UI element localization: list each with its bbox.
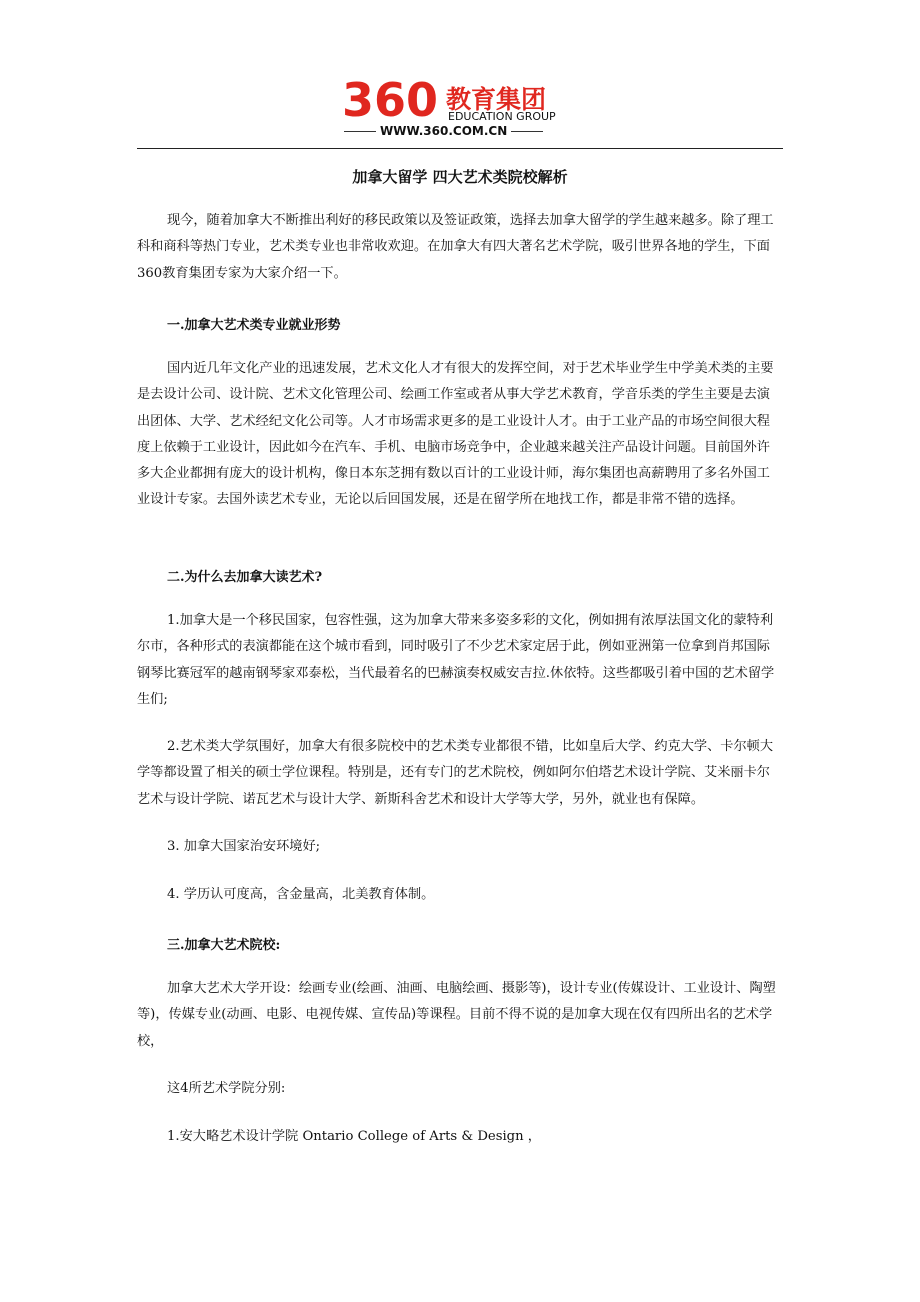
schools-intro: 这4所艺术学院分别: bbox=[167, 1081, 286, 1096]
logo-cn-text: 教育集团 bbox=[446, 85, 547, 114]
section-heading-employment: 一.加拿大艺术类专业就业形势 bbox=[167, 318, 341, 333]
header-rule bbox=[137, 148, 783, 149]
logo-en-text: EDUCATION GROUP bbox=[448, 110, 556, 123]
divider bbox=[511, 131, 543, 132]
article-title: 加拿大留学 四大艺术类院校解析 bbox=[352, 168, 568, 186]
logo-number: 360 bbox=[342, 78, 439, 122]
logo-url-row bbox=[340, 123, 580, 139]
divider bbox=[344, 131, 376, 132]
logo bbox=[340, 78, 580, 142]
schools-paragraph: 加拿大艺术大学开设：绘画专业(绘画、油画、电脑绘画、摄影等)，设计专业(传媒设计、工业设计、陶塑等)，传媒专业(动画、电影、电视传媒、宣传品)等课程。目前不得不说的是加拿大现在仅有四所出名的艺术学校， bbox=[137, 981, 776, 1049]
logo-360-mark bbox=[342, 78, 444, 122]
school-1-item: 1.安大略艺术设计学院 Ontario College of Arts & Design ， bbox=[167, 1129, 541, 1144]
reason-4-paragraph: 4. 学历认可度高，含金量高，北美教育体制。 bbox=[167, 887, 435, 902]
reason-2-paragraph: 2.艺术类大学氛围好，加拿大有很多院校中的艺术类专业都很不错，比如皇后大学、约克大学、卡尔顿大学等都设置了相关的硕士学位课程。特别是，还有专门的艺术院校，例如阿尔伯塔艺术设计学院、艾米丽卡尔艺术与设计学院、诺瓦艺术与设计大学、新斯科舍艺术和设计大学等大学，另外，就业也有保障。 bbox=[137, 739, 774, 807]
reason-1-paragraph: 1.加拿大是一个移民国家，包容性强，这为加拿大带来多姿多彩的文化，例如拥有浓厚法国文化的蒙特利尔市，各种形式的表演都能在这个城市看到，同时吸引了不少艺术家定居于此，例如亚洲第一位拿到肖邦国际钢琴比赛冠军的越南钢琴家邓泰松，当代最着名的巴赫演奏权威安吉拉.休依特。这些都吸引着中国的艺术留学生们; bbox=[137, 613, 775, 707]
employment-paragraph: 国内近几年文化产业的迅速发展，艺术文化人才有很大的发挥空间，对于艺术毕业学生中学美术类的主要是去设计公司、设计院、艺术文化管理公司、绘画工作室或者从事大学艺术教育，学音乐类的学生主要是去演出团体、大学、艺术经纪文化公司等。人才市场需求更多的是工业设计人才。由于工业产品的市场空间很大程度上依赖于工业设计，因此如今在汽车、手机、电脑市场竞争中，企业越来越关注产品设计问题。目前国外许多大企业都拥有庞大的设计机构，像日本东芝拥有数以百计的工业设计师，海尔集团也高薪聘用了多名外国工业设计专家。去国外读艺术专业，无论以后回国发展，还是在留学所在地找工作，都是非常不错的选择。 bbox=[137, 361, 774, 508]
section-heading-why: 二.为什么去加拿大读艺术? bbox=[167, 570, 323, 585]
intro-paragraph: 现今，随着加拿大不断推出利好的移民政策以及签证政策，选择去加拿大留学的学生越来越多。除了理工科和商科等热门专业，艺术类专业也非常收欢迎。在加拿大有四大著名艺术学院，吸引世界各地的学生，下面360教育集团专家为大家介绍一下。 bbox=[137, 213, 774, 281]
section-heading-schools: 三.加拿大艺术院校: bbox=[167, 938, 281, 953]
reason-3-paragraph: 3. 加拿大国家治安环境好; bbox=[167, 839, 321, 854]
logo-url: WWW.360.COM.CN bbox=[380, 124, 508, 138]
